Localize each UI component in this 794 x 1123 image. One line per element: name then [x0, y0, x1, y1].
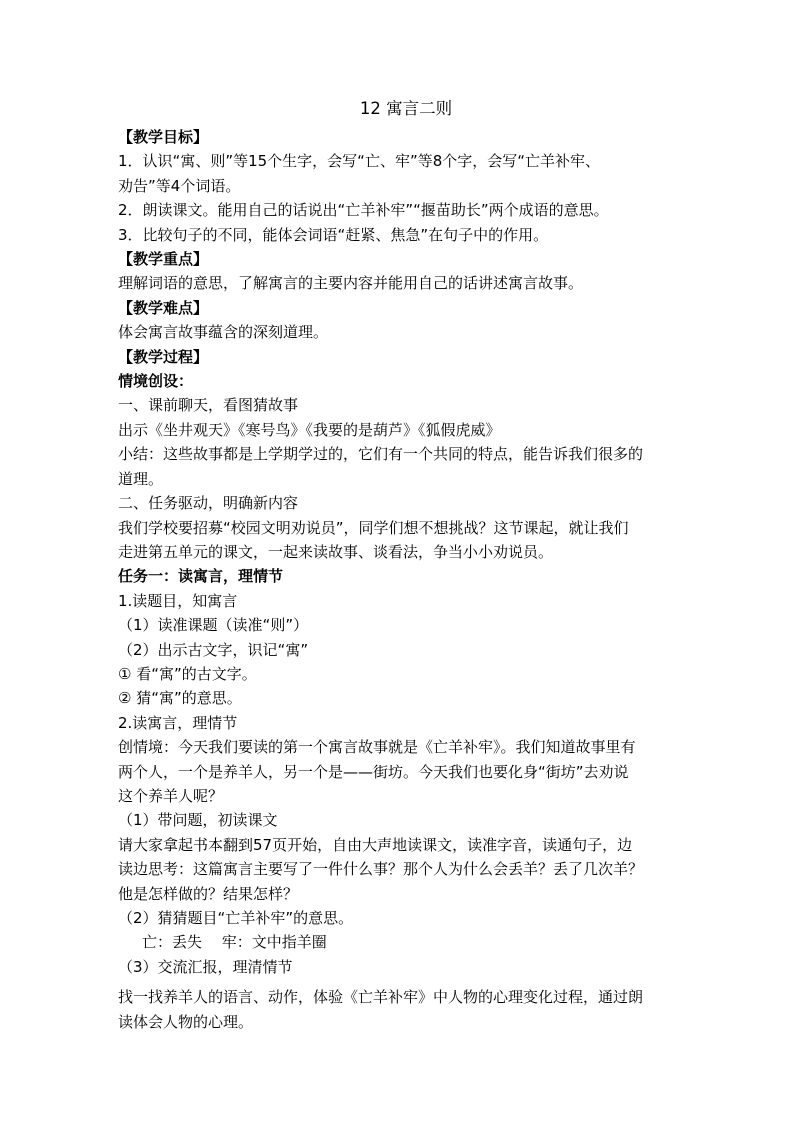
- read-line-a: 请大家拿起书本翻到57页开始，自由大声地读课文，读准字音，读通句子，边: [118, 835, 633, 854]
- summary-line-b: 道理。: [118, 469, 164, 488]
- task-intro-line-b: 走进第五单元的课文，一起来读故事、谈看法，争当小小劝说员。: [118, 542, 554, 561]
- scene-line-c: 这个养羊人呢？: [118, 786, 224, 805]
- difficulty-text: 体会寓言故事蕴含的深刻道理。: [118, 323, 329, 342]
- circle-item-2: ② 猜“寓”的意思。: [118, 689, 242, 708]
- scene-line-a: 创情境：今天我们要读的第一个寓言故事就是《亡羊补牢》。我们知道故事里有: [118, 738, 636, 757]
- item-2: 2.读寓言，理情节: [118, 713, 238, 732]
- situation-heading: 情境创设：: [118, 372, 194, 391]
- step-2: 二、任务驱动，明确新内容: [118, 494, 299, 513]
- find-line-b: 读体会人物的心理。: [118, 1012, 254, 1031]
- page-title: 12 寓言二则: [359, 99, 453, 118]
- goal-3: 3．比较句子的不同，能体会词语“赶紧、焦急”在句子中的作用。: [118, 225, 549, 244]
- goal-1-line-a: 1．认识“寓、则”等15个生字，会写“亡、牢”等8个字，会写“亡羊补牢、: [118, 152, 601, 171]
- task-1-heading: 任务一：读寓言，理情节: [118, 567, 284, 586]
- key-text: 理解词语的意思，了解寓言的主要内容并能用自己的话讲述寓言故事。: [118, 274, 584, 293]
- circle-item-1: ① 看“寓”的古文字。: [118, 664, 257, 683]
- summary-line-a: 小结：这些故事都是上学期学过的，它们有一个共同的特点，能告诉我们很多的: [118, 445, 644, 464]
- item-2-2: （2）猜猜题目“亡羊补牢”的意思。: [118, 909, 354, 927]
- item-2-1: （1）带问题，初读课文: [118, 811, 278, 830]
- item-2-3: （3）交流汇报，理清情节: [118, 957, 293, 976]
- meaning-line: 亡：丢失 牢：文中指羊圈: [142, 933, 327, 952]
- show-books: 出示《坐井观天》《寒号鸟》《我要的是葫芦》《狐假虎威》: [118, 420, 501, 439]
- item-1: 1.读题目，知寓言: [118, 591, 238, 610]
- key-heading: 【教学重点】: [118, 250, 209, 269]
- goals-heading: 【教学目标】: [118, 128, 209, 146]
- goal-2: 2．朗读课文。能用自己的话说出“亡羊补牢”“揠苗助长”两个成语的意思。: [118, 201, 609, 220]
- task-intro-line-a: 我们学校要招募“校园文明劝说员”，同学们想不想挑战？这节课起，就让我们: [118, 518, 629, 537]
- goal-1-line-b: 劝告”等4个词语。: [118, 176, 241, 195]
- process-heading: 【教学过程】: [118, 347, 209, 366]
- difficulty-heading: 【教学难点】: [118, 298, 209, 317]
- step-1: 一、课前聊天，看图猜故事: [118, 396, 299, 415]
- read-line-b: 读边思考：这篇寓言主要写了一件什么事？那个人为什么会丢羊？丢了几次羊？: [118, 860, 644, 879]
- read-line-c: 他是怎样做的？结果怎样？: [118, 884, 299, 903]
- item-1-1: （1）读准课题（读准“则”）: [118, 616, 309, 635]
- item-1-2: （2）出示古文字，识记“寓”: [118, 640, 309, 659]
- document-page: [118, 96, 694, 1034]
- scene-line-b: 两个人，一个是养羊人，另一个是——街坊。今天我们也要化身“街坊”去劝说: [118, 762, 629, 781]
- find-line-a: 找一找养羊人的语言、动作，体验《亡羊补牢》中人物的心理变化过程，通过朗: [118, 988, 644, 1007]
